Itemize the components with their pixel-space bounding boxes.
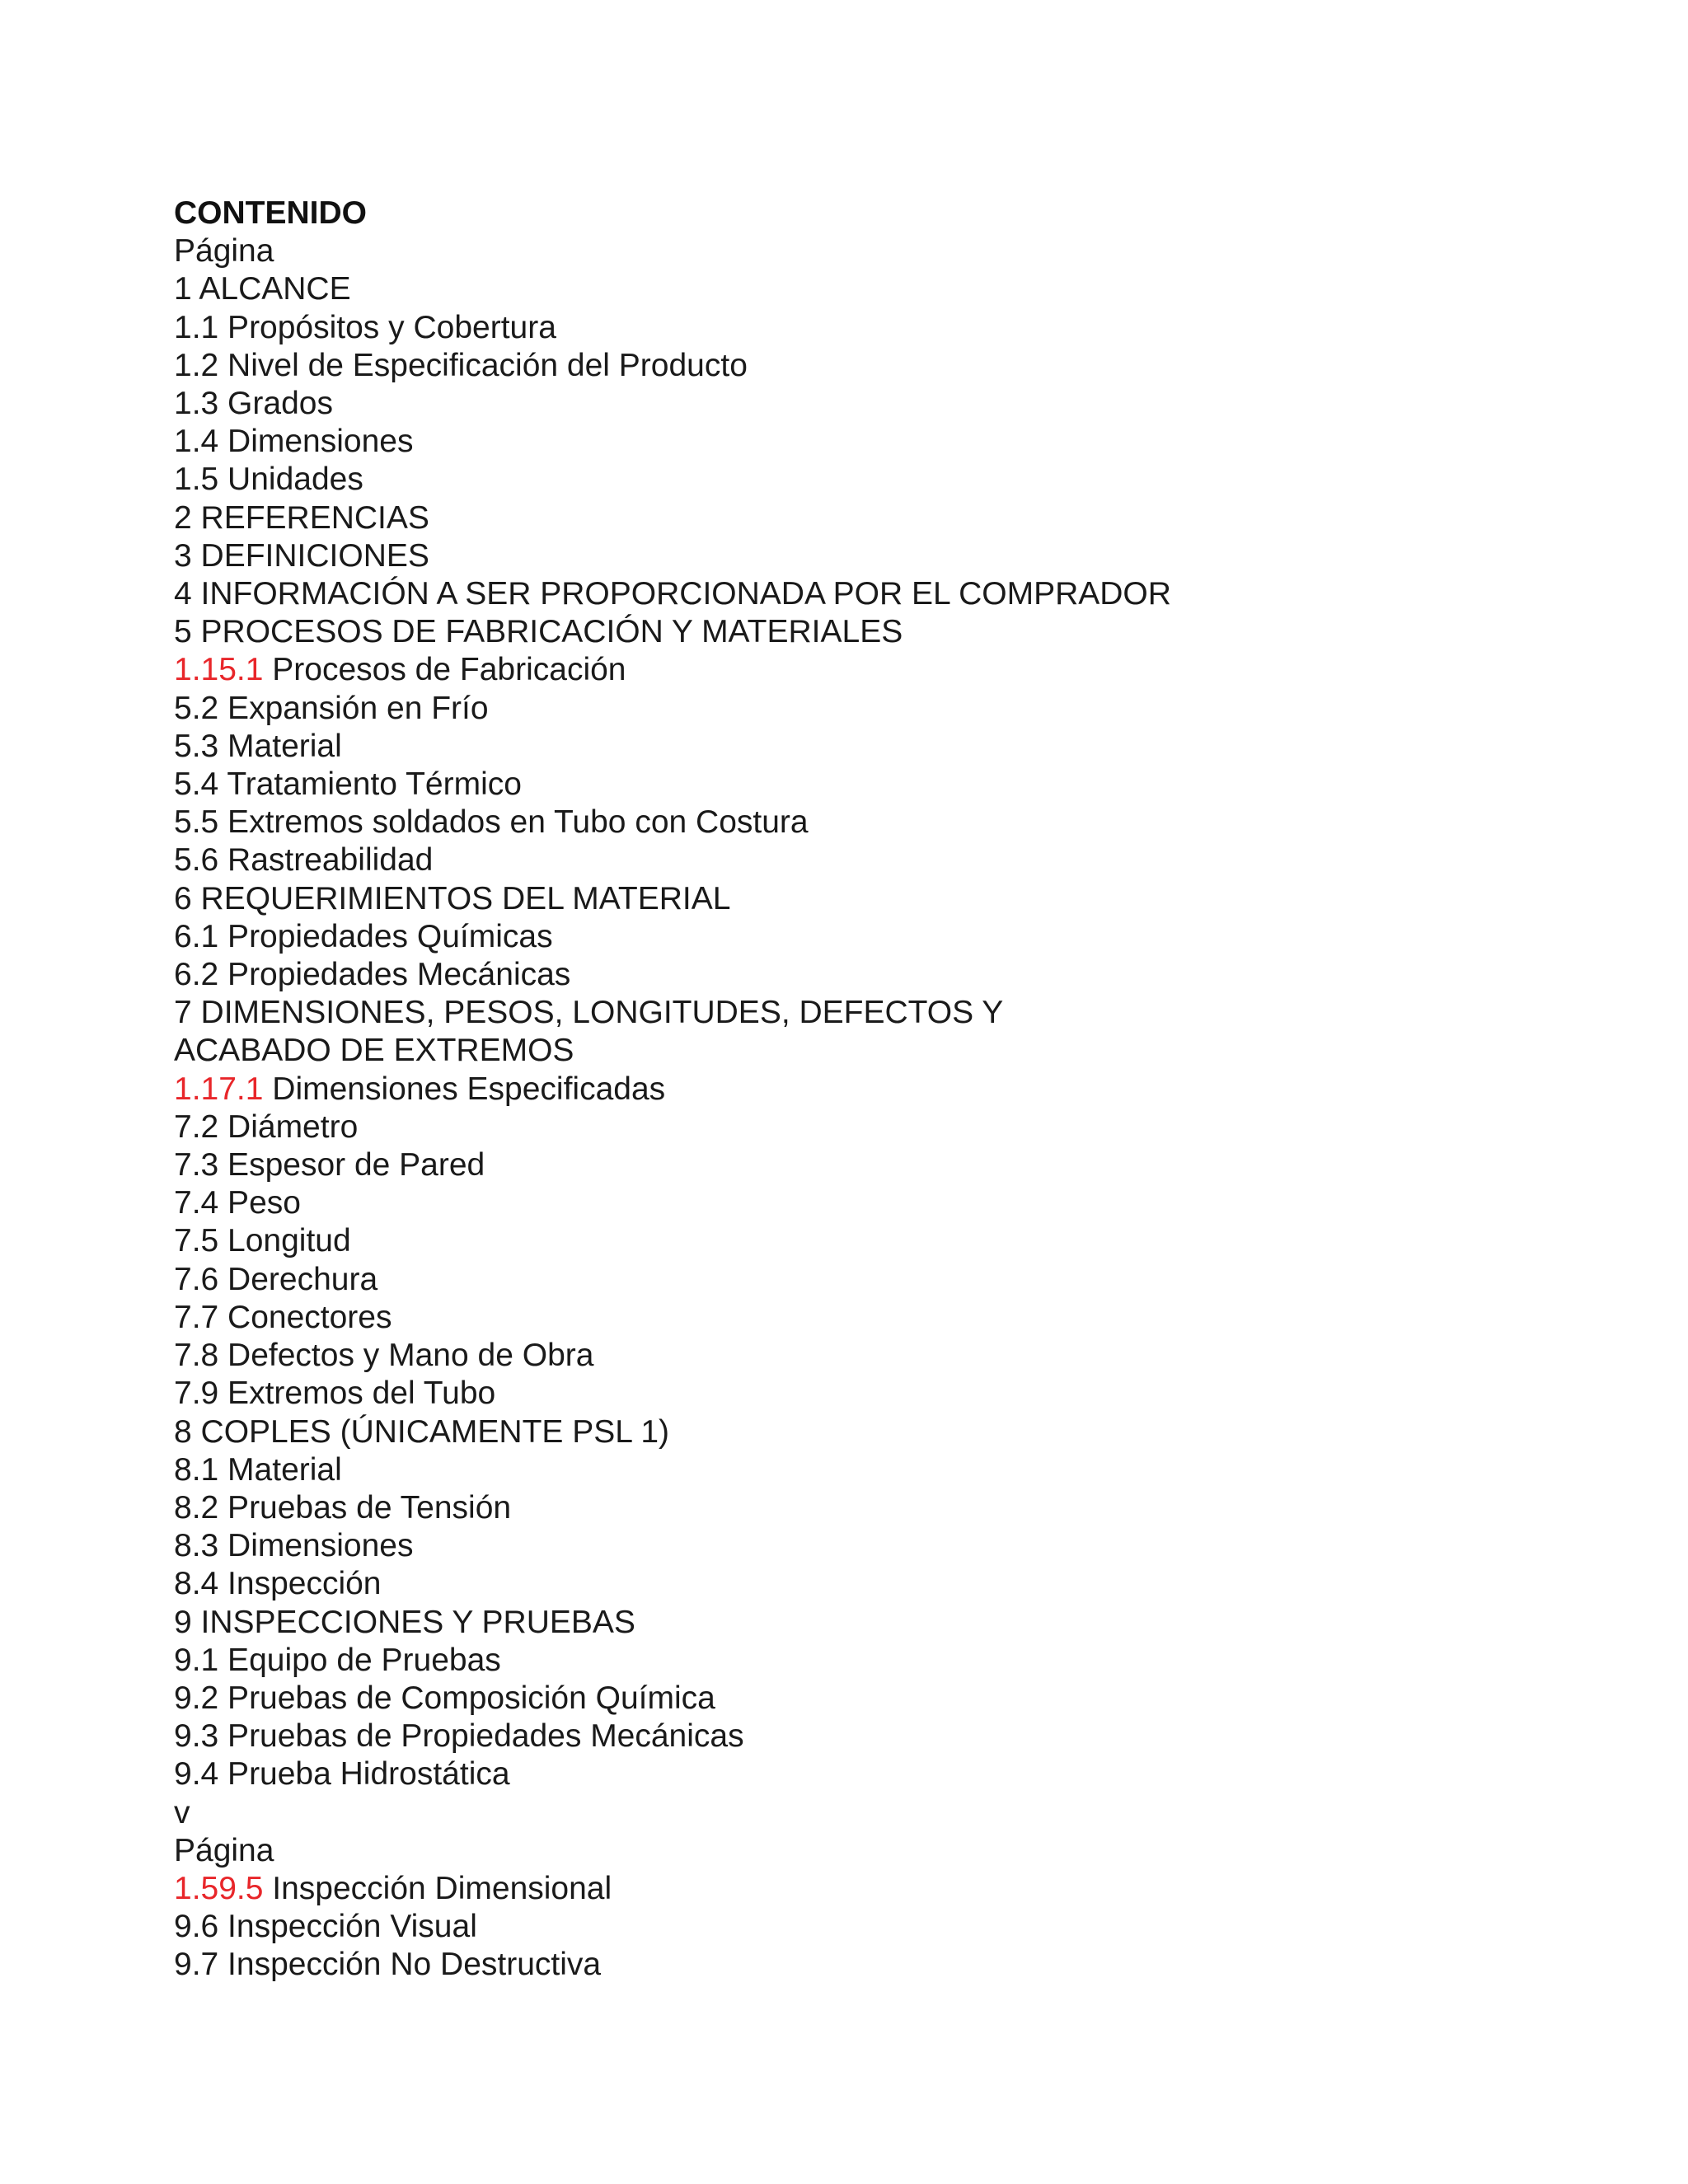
toc-entry: 1.4 Dimensiones [174,424,414,460]
toc-entry-highlighted [174,651,1575,689]
toc-entry-highlighted [174,1870,1575,1908]
toc-group-c [174,1108,1575,1870]
toc-entry: 6 REQUERIMIENTOS DEL MATERIAL [174,880,731,916]
toc-entry: 5.4 Tratamiento Térmico [174,766,522,803]
toc-entry-highlighted [174,1071,1575,1108]
toc-entry: 9.2 Pruebas de Composición Química [174,1680,715,1716]
toc-entry: 5 PROCESOS DE FABRICACIÓN Y MATERIALES [174,614,903,650]
toc-entry: 5.6 Rastreabilidad [174,842,434,879]
toc-entry: 1.2 Nivel de Especificación del Producto [174,347,748,383]
toc-entry: 7.6 Derechura [174,1261,378,1297]
page-column-label: Página [174,233,274,269]
toc-entry-text: Inspección Dimensional [263,1870,612,1906]
toc-entry: 5.2 Expansión en Frío [174,690,489,726]
toc-entry: 5.5 Extremos soldados en Tubo con Costura [174,804,809,841]
page-column-label: Página [174,1832,274,1868]
toc-entry-text: Procesos de Fabricación [263,652,626,688]
toc-entry: 9.1 Equipo de Pruebas [174,1642,501,1678]
toc-entry: 6.2 Propiedades Mecánicas [174,957,571,993]
toc-entry: 8.4 Inspección [174,1566,382,1602]
toc-entry-number: 1.17.1 [174,1071,264,1107]
toc-entry: 4 INFORMACIÓN A SER PROPORCIONADA POR EL COMPRADOR [174,576,1171,612]
table-of-contents [174,194,1575,1985]
toc-group-b [174,690,1575,1071]
toc-group-a [174,270,1575,651]
toc-group-d [174,1908,1575,1984]
toc-entry: 7.8 Defectos y Mano de Obra [174,1338,594,1374]
toc-entry-text: Dimensiones Especificadas [263,1071,666,1107]
toc-entry: 5.3 Material [174,728,342,764]
toc-entry: 9.7 Inspección No Destructiva [174,1947,602,1983]
toc-entry: 8 COPLES (ÚNICAMENTE PSL 1) [174,1413,670,1450]
toc-entry: 7.9 Extremos del Tubo [174,1376,496,1412]
toc-entry: 9.4 Prueba Hidrostática [174,1756,510,1793]
toc-entry: 2 REFERENCIAS [174,499,429,536]
toc-entry: 1 ALCANCE [174,271,351,307]
toc-entry: 7 DIMENSIONES, PESOS, LONGITUDES, DEFECTOS Y [174,995,1004,1031]
toc-entry: 9.6 Inspección Visual [174,1909,477,1945]
toc-entry: 1.1 Propósitos y Cobertura [174,309,556,345]
toc-entry: 1.5 Unidades [174,462,363,498]
toc-entry: 7.5 Longitud [174,1223,351,1259]
toc-entry-number: 1.59.5 [174,1870,264,1906]
toc-entry: 9 INSPECCIONES Y PRUEBAS [174,1604,635,1640]
toc-entry: 6.1 Propiedades Químicas [174,918,553,954]
toc-entry: 7.3 Espesor de Pared [174,1147,485,1183]
toc-entry: 8.2 Pruebas de Tensión [174,1489,512,1526]
page-number: v [174,1794,190,1830]
toc-entry: ACABADO DE EXTREMOS [174,1033,574,1069]
toc-entry: 8.3 Dimensiones [174,1528,414,1564]
toc-entry: 9.3 Pruebas de Propiedades Mecánicas [174,1718,744,1755]
toc-entry: 7.2 Diámetro [174,1108,359,1145]
toc-entry: 8.1 Material [174,1451,342,1488]
toc-title: CONTENIDO [174,195,367,231]
toc-entry: 1.3 Grados [174,386,333,422]
toc-entry-number: 1.15.1 [174,652,264,688]
toc-entry: 7.4 Peso [174,1185,301,1221]
toc-entry: 3 DEFINICIONES [174,537,429,574]
toc-entry: 7.7 Conectores [174,1299,392,1335]
